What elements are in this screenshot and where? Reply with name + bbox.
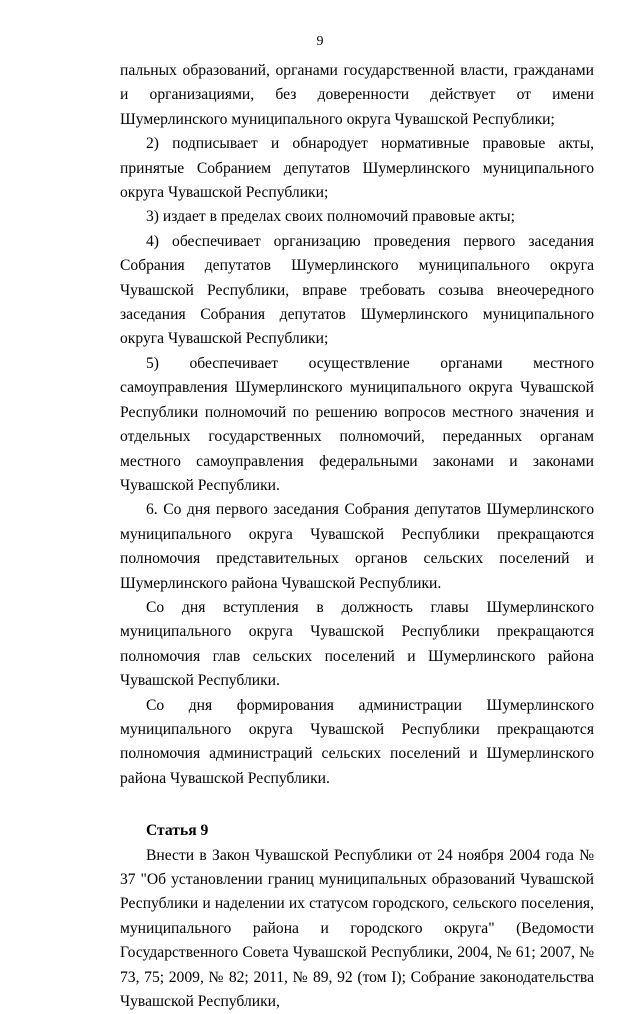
article-text: Внести в Закон Чувашской Республики от 24 ноября 2004 года № 37 "Об установлении границ муниципальных образований Чувашской Республики и наделении их статусом городского, сельского поселения, муниципального района и городского округа" (Ведомости Государственного Совета Чувашской Республики, 2004, № 61; 2007, № 73, 75; 2009, № 82; 2011, № 89, 92 (том I); Собрание законодательства Чувашской Республики, [120, 846, 594, 1011]
paragraph-item-2: 2) подписывает и обнародует нормативные правовые акты, принятые Собранием депутатов Шумерлинского муниципального округа Чувашской Республики; [120, 135, 594, 202]
paragraph-part-6: 6. Со дня первого заседания Собрания депутатов Шумерлинского муниципального округа Чувашской Республики прекращаются полномочия представительных органов сельских поселений и Шумерлинского района Чувашской Республики. [120, 501, 594, 592]
paragraph-item-4: 4) обеспечивает организацию проведения первого заседания Собрания депутатов Шумерлинского муниципального округа Чувашской Республики, вправе требовать созыва внеочередного заседания Собрания депутатов Шумерлинского муниципального округа Чувашской Республики; [120, 232, 594, 348]
paragraph-administration-powers: Со дня формирования администрации Шумерлинского муниципального округа Чувашской Республики прекращаются полномочия администраций сельских поселений и Шумерлинского района Чувашской Республики. [120, 696, 594, 787]
article-heading: Статья 9 [146, 822, 209, 840]
paragraph-item-5: 5) обеспечивает осуществление органами местного самоуправления Шумерлинского муниципального округа Чувашской Республики полномочий по решению вопросов местного значения и отдельных государственных полномочий, переданных органам местного самоуправления федеральными законами и законами Чувашской Республики. [120, 354, 594, 494]
document-body [120, 59, 594, 1014]
page-number: 9 [316, 34, 324, 49]
paragraph-item-3: 3) издает в пределах своих полномочий правовые акты; [146, 208, 515, 226]
paragraph-head-powers: Со дня вступления в должность главы Шумерлинского муниципального округа Чувашской Республики прекращаются полномочия глав сельских поселений и Шумерлинского района Чувашской Республики. [120, 598, 594, 690]
paragraph-continuation: пальных образований, органами государственной власти, гражданами и организациями, без доверенности действует от имени Шумерлинского муниципального округа Чувашской Республики; [120, 62, 594, 128]
